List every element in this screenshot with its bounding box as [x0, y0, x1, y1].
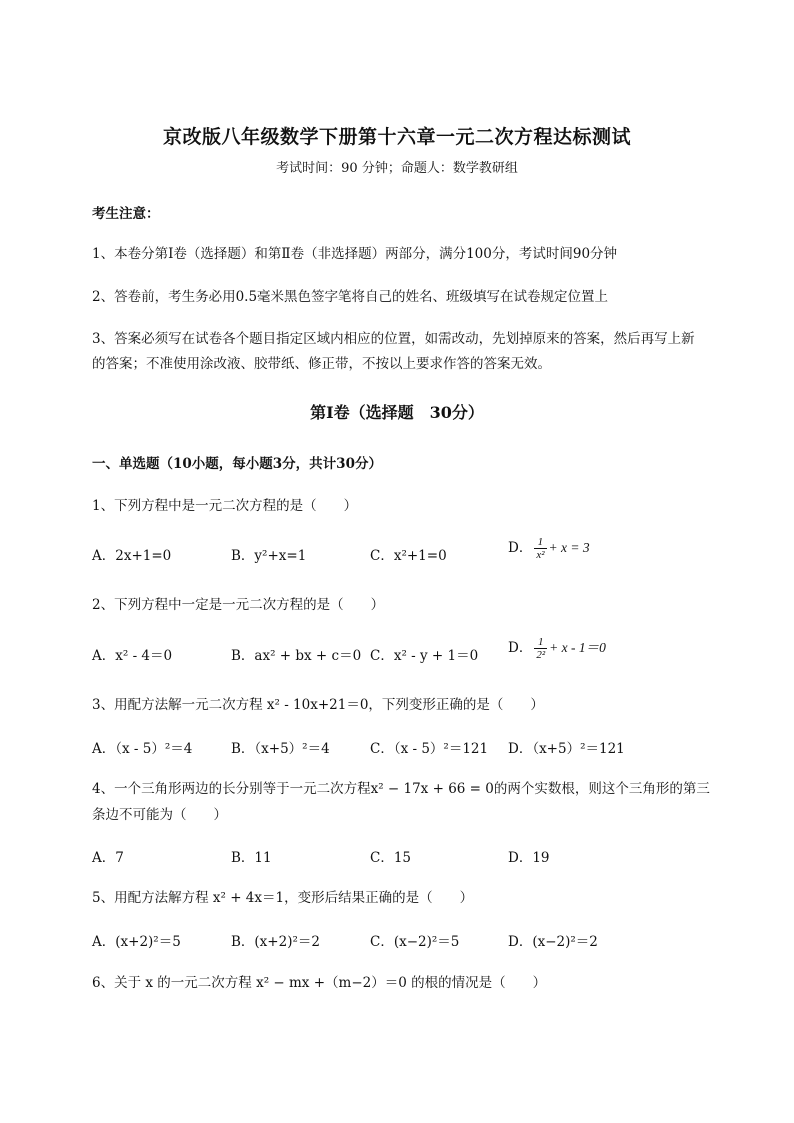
question-2-option-b: B．ax² + bx + c＝0 [231, 648, 362, 664]
question-5-option-a: A．(x+2)²＝5 [92, 934, 181, 950]
question-1-option-c: C．x²+1=0 [370, 548, 447, 564]
question-1-option-b: B．y²+x=1 [231, 548, 307, 564]
notice-item-2: 2、答卷前，考生务必用0.5毫米黑色签字笔将自己的姓名、班级填写在试卷规定位置上 [92, 289, 609, 305]
fraction-denominator: x² [536, 549, 545, 561]
question-5-option-b: B．(x+2)²＝2 [231, 934, 320, 950]
fraction-denominator: 2² [536, 649, 546, 661]
question-4-stem: 4、一个三角形两边的长分别等于一元二次方程x² − 17x + 66 = 0的两个实数根，则这个三角形的第三 [92, 781, 710, 797]
question-4-stem-cont: 条边不可能为（ ） [92, 807, 227, 823]
question-3-option-a: A．（x - 5）²＝4 [92, 741, 193, 757]
part-heading: 一、单选题（10小题，每小题3分，共计30分） [92, 456, 382, 472]
question-1-option-d [508, 536, 590, 561]
fraction [534, 636, 547, 661]
question-3-option-b: B．（x+5）²＝4 [231, 741, 330, 757]
question-5-option-c: C．(x−2)²＝5 [370, 934, 460, 950]
question-1-stem: 1、下列方程中是一元二次方程的是（ ） [92, 498, 358, 514]
question-3-option-d: D．（x+5）²＝121 [508, 741, 625, 757]
question-4-option-c: C．15 [370, 850, 412, 866]
section-title: 第Ⅰ卷（选择题 30分） [310, 403, 484, 422]
option-d-label: D． [508, 640, 533, 656]
question-4-option-d: D．19 [508, 850, 550, 866]
notice-item-3-cont: 的答案；不准使用涂改液、胶带纸、修正带，不按以上要求作答的答案无效。 [92, 356, 551, 372]
question-3-option-c: C．（x - 5）²＝121 [370, 741, 489, 757]
question-4-option-a: A．7 [92, 850, 124, 866]
fraction-numerator: 1 [534, 536, 546, 549]
question-2-option-c: C．x² - y + 1＝0 [370, 648, 479, 664]
notice-heading: 考生注意： [92, 206, 160, 222]
fraction [534, 536, 546, 561]
question-2-stem: 2、下列方程中一定是一元二次方程的是（ ） [92, 597, 385, 613]
option-d-rest: + x - 1＝0 [549, 640, 606, 655]
page-title: 京改版八年级数学下册第十六章一元二次方程达标测试 [162, 126, 631, 148]
question-5-option-d: D．(x−2)²＝2 [508, 934, 598, 950]
page-subtitle: 考试时间：90 分钟；命题人：数学教研组 [276, 161, 518, 176]
option-d-label: D． [508, 540, 533, 556]
question-2-option-d [508, 636, 606, 661]
question-6-stem: 6、关于 x 的一元二次方程 x² − mx +（m−2）＝0 的根的情况是（ ） [92, 975, 547, 991]
question-4-option-b: B．11 [231, 850, 272, 866]
option-d-rest: + x = 3 [548, 540, 590, 555]
fraction-numerator: 1 [534, 636, 547, 649]
question-3-stem: 3、用配方法解一元二次方程 x² - 10x+21＝0，下列变形正确的是（ ） [92, 697, 544, 713]
notice-item-3: 3、答案必须写在试卷各个题目指定区域内相应的位置，如需改动，先划掉原来的答案，然后再写上新 [92, 331, 695, 347]
notice-item-1: 1、本卷分第Ⅰ卷（选择题）和第Ⅱ卷（非选择题）两部分，满分100分，考试时间90分钟 [92, 246, 618, 262]
question-1-option-a: A．2x+1=0 [92, 548, 172, 564]
question-5-stem: 5、用配方法解方程 x² + 4x＝1，变形后结果正确的是（ ） [92, 890, 474, 906]
question-2-option-a: A．x² - 4＝0 [92, 648, 173, 664]
